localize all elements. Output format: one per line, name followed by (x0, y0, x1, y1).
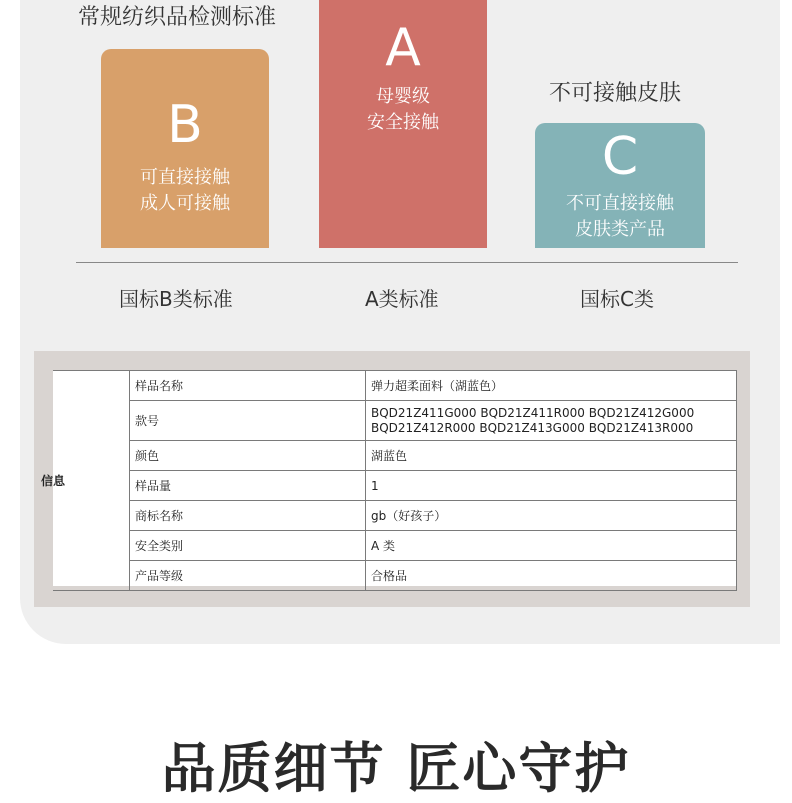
row-key: 样品量 (130, 471, 366, 501)
row-value (366, 401, 737, 441)
style-number-line2: BQD21Z412R000 BQD21Z413G000 BQD21Z413R000 (371, 420, 694, 435)
grade-c-letter: C (601, 127, 639, 187)
grade-a-letter: A (385, 18, 421, 78)
table-row (53, 471, 737, 501)
grade-a-block (319, 0, 487, 248)
no-skin-contact-caption: 不可接触皮肤 (549, 81, 682, 106)
quality-slogan: 品质细节 匠心守护 (161, 737, 631, 800)
grade-b-label: 国标B类标准 (119, 287, 233, 311)
baseline-divider (76, 262, 738, 263)
row-key: 样品名称 (130, 371, 366, 401)
row-value: 弹力超柔面料（湖蓝色） (366, 371, 737, 401)
sample-info-table (41, 370, 737, 586)
style-number-line1: BQD21Z411G000 BQD21Z411R000 BQD21Z412G000 (371, 405, 695, 420)
table-row (53, 401, 737, 441)
table-row (53, 441, 737, 471)
row-key: 颜色 (130, 441, 366, 471)
row-value: 湖蓝色 (366, 441, 737, 471)
grade-b-line1: 可直接接触 (140, 167, 230, 188)
row-key: 安全类别 (130, 531, 366, 561)
table-row (53, 371, 737, 401)
grade-c-line1: 不可直接接触 (566, 193, 674, 214)
row-value: gb（好孩子） (366, 501, 737, 531)
grade-b-block (101, 49, 269, 248)
standard-caption: 常规纺织品检测标准 (78, 5, 277, 30)
row-value: 1 (366, 471, 737, 501)
row-value: A 类 (366, 531, 737, 561)
grade-a-label: A类标准 (365, 287, 439, 311)
grade-c-block (535, 123, 705, 248)
grade-c-label: 国标C类 (580, 287, 654, 311)
row-value: 合格品 (366, 561, 737, 591)
group-label: 信息 (53, 371, 130, 591)
grade-b-letter: B (167, 95, 203, 155)
row-key: 商标名称 (130, 501, 366, 531)
grade-c-line2: 皮肤类产品 (575, 219, 665, 240)
grade-a-line2: 安全接触 (367, 112, 439, 133)
table-row (53, 531, 737, 561)
table-row (53, 561, 737, 591)
grade-a-line1: 母婴级 (376, 86, 430, 107)
row-key: 款号 (130, 401, 366, 441)
table-row (53, 501, 737, 531)
grade-b-line2: 成人可接触 (140, 193, 230, 214)
row-key: 产品等级 (130, 561, 366, 591)
